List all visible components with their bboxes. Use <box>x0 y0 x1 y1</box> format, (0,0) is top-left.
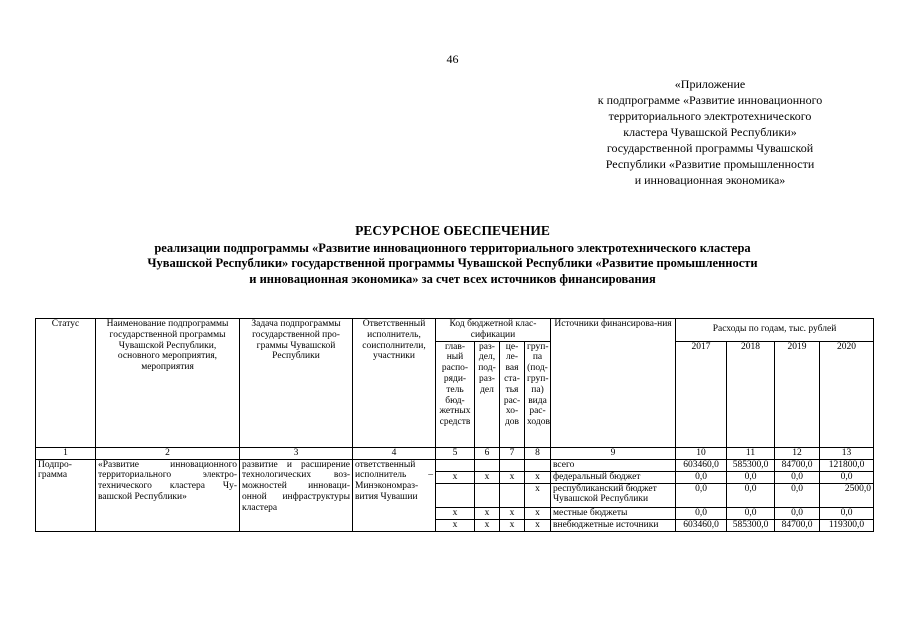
cell-source: республиканский бюджет Чувашской Республики <box>551 483 676 507</box>
header-executor: Ответственный исполнитель, соисполнители, участники <box>353 319 436 448</box>
header-expenses: Расходы по годам, тыс. рублей <box>676 319 874 342</box>
document-title: РЕСУРСНОЕ ОБЕСПЕЧЕНИЕ <box>355 223 550 238</box>
cell-code <box>475 459 500 471</box>
header-code-section: раз-дел, под-раз-дел <box>475 341 500 447</box>
column-number: 10 <box>676 447 727 459</box>
appendix-line: к подпрограмме «Развитие инновационного <box>597 93 823 107</box>
appendix-note <box>575 76 845 188</box>
cell-value: 0,0 <box>775 507 820 519</box>
cell-code: x <box>436 507 475 519</box>
cell-value: 585300,0 <box>727 459 775 471</box>
cell-source: федеральный бюджет <box>551 471 676 483</box>
cell-value: 0,0 <box>727 471 775 483</box>
header-code-main-manager: глав-ный распо-ряди-тель бюд-жетных средств <box>436 341 475 447</box>
column-number: 8 <box>525 447 551 459</box>
cell-value: 119300,0 <box>820 519 874 531</box>
cell-code <box>500 483 525 507</box>
header-code-expense-group: груп-па (под-груп-па) вида рас-ходов <box>525 341 551 447</box>
column-number: 12 <box>775 447 820 459</box>
cell-code <box>436 459 475 471</box>
appendix-line: Республики «Развитие промышленности <box>605 157 815 171</box>
cell-value: 0,0 <box>676 507 727 519</box>
cell-status: Подпро-грамма <box>36 459 96 531</box>
column-number: 3 <box>240 447 353 459</box>
cell-value: 0,0 <box>775 471 820 483</box>
cell-code: x <box>475 519 500 531</box>
heading-line: реализации подпрограммы «Развитие инновационного территориального электротехнического кластера <box>154 240 751 255</box>
header-code-target-item: це-ле-вая ста-тья рас-хо-дов <box>500 341 525 447</box>
cell-task: развитие и расширение технологических воз-можностей инноваци-онной инфраструктуры кластера <box>240 459 353 531</box>
cell-code: x <box>500 519 525 531</box>
appendix-line: государственной программы Чувашской <box>606 141 814 155</box>
header-task: Задача подпрограммы государственной про-граммы Чувашской Республики <box>240 319 353 448</box>
column-number: 7 <box>500 447 525 459</box>
heading-line: и инновационная экономика» за счет всех источников финансирования <box>249 271 656 286</box>
cell-code: x <box>436 471 475 483</box>
cell-code: x <box>436 519 475 531</box>
cell-code: x <box>525 519 551 531</box>
header-year-2017: 2017 <box>676 341 727 447</box>
cell-value: 2500,0 <box>820 483 874 507</box>
cell-value: 0,0 <box>775 483 820 507</box>
column-number: 1 <box>36 447 96 459</box>
header-year-2019: 2019 <box>775 341 820 447</box>
cell-value: 0,0 <box>676 483 727 507</box>
cell-code: x <box>500 507 525 519</box>
page-number: 46 <box>446 52 459 66</box>
cell-code <box>525 459 551 471</box>
cell-value: 84700,0 <box>775 459 820 471</box>
column-number: 13 <box>820 447 874 459</box>
cell-value: 0,0 <box>820 471 874 483</box>
column-number: 6 <box>475 447 500 459</box>
cell-code <box>436 483 475 507</box>
cell-value: 121800,0 <box>820 459 874 471</box>
appendix-line: «Приложение <box>674 77 746 91</box>
cell-source: внебюджетные источники <box>551 519 676 531</box>
column-number: 4 <box>353 447 436 459</box>
cell-code: x <box>525 483 551 507</box>
header-name: Наименование подпрограммы государственной программы Чувашской Республики, основного мероприятия, мероприятия <box>96 319 240 448</box>
cell-value: 585300,0 <box>727 519 775 531</box>
cell-value: 0,0 <box>727 483 775 507</box>
cell-value: 603460,0 <box>676 459 727 471</box>
column-number: 11 <box>727 447 775 459</box>
cell-value: 603460,0 <box>676 519 727 531</box>
cell-source: местные бюджеты <box>551 507 676 519</box>
cell-value: 0,0 <box>820 507 874 519</box>
cell-source: всего <box>551 459 676 471</box>
cell-executor: ответственный исполнитель – Минэкономраз-вития Чувашии <box>353 459 436 531</box>
cell-code <box>475 483 500 507</box>
cell-name: «Развитие инновационного территориального электро-технического кластера Чу-вашской Республики» <box>96 459 240 531</box>
header-year-2020: 2020 <box>820 341 874 447</box>
header-sources: Источники финансирова-ния <box>551 319 676 448</box>
cell-value: 0,0 <box>727 507 775 519</box>
cell-code: x <box>500 471 525 483</box>
cell-value: 0,0 <box>676 471 727 483</box>
resource-table <box>35 318 874 532</box>
table-row <box>36 459 874 471</box>
header-status: Статус <box>36 319 96 448</box>
header-budget-code: Код бюджетной клас-сификации <box>436 319 551 342</box>
cell-code: x <box>525 507 551 519</box>
heading-line: Чувашской Республики» государственной программы Чувашской Республики «Развитие промышленности <box>147 256 758 270</box>
appendix-line: территориального электротехнического <box>608 109 812 123</box>
column-number: 9 <box>551 447 676 459</box>
cell-code: x <box>475 471 500 483</box>
column-number: 2 <box>96 447 240 459</box>
cell-code: x <box>525 471 551 483</box>
appendix-line: кластера Чувашской Республики» <box>623 125 797 139</box>
cell-code: x <box>475 507 500 519</box>
cell-code <box>500 459 525 471</box>
cell-value: 84700,0 <box>775 519 820 531</box>
header-year-2018: 2018 <box>727 341 775 447</box>
appendix-line: и инновационная экономика» <box>634 173 786 187</box>
column-number: 5 <box>436 447 475 459</box>
document-heading <box>40 223 865 287</box>
